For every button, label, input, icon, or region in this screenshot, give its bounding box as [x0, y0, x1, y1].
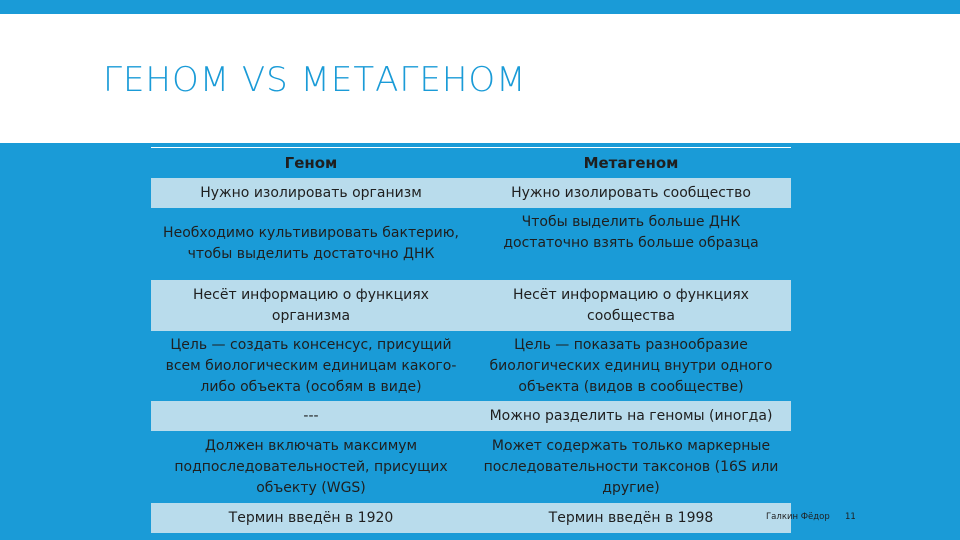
cell-metagenome: Нужно изолировать сообщество — [511, 184, 751, 201]
cell-metagenome: Можно разделить на геномы (иногда) — [489, 407, 773, 424]
table-row — [151, 208, 791, 280]
author-name: Галкин Фёдор — [766, 512, 830, 522]
cell-metagenome: Может содержать только маркерные последовательности таксонов (16S или другие) — [483, 437, 779, 496]
cell-genome: Термин введён в 1920 — [228, 509, 394, 526]
cell-genome: Нужно изолировать организм — [200, 184, 422, 201]
slide-title: ГЕНОМ VS МЕТАГЕНОМ — [103, 60, 527, 100]
header-genome: Геном — [284, 153, 338, 172]
cell-genome: --- — [303, 407, 319, 424]
cell-metagenome: Цель — показать разнообразие биологических единиц внутри одного объекта (видов в сообществе) — [489, 336, 773, 395]
table-row — [151, 331, 791, 401]
table-header-row — [151, 147, 791, 178]
cell-metagenome: Чтобы выделить больше ДНК достаточно взять больше образца — [503, 214, 759, 251]
cell-genome: Цель — создать консенсус, присущий всем биологическим единицам какого-либо объекта (особям в виде) — [165, 336, 457, 395]
table-row — [151, 431, 791, 503]
cell-metagenome: Термин введён в 1998 — [548, 509, 714, 526]
slide-number: 11 — [845, 512, 856, 522]
table-row — [151, 503, 791, 533]
cell-genome: Должен включать максимум подпоследовательностей, присущих объекту (WGS) — [174, 437, 448, 496]
cell-genome: Несёт информацию о функциях организма — [193, 286, 429, 324]
table-row — [151, 401, 791, 431]
comparison-table — [151, 147, 791, 533]
cell-genome: Необходимо культивировать бактерию, чтобы выделить достаточно ДНК — [163, 225, 459, 262]
table-row — [151, 178, 791, 208]
table-row — [151, 280, 791, 331]
cell-metagenome: Несёт информацию о функциях сообщества — [513, 286, 749, 324]
header-metagenome: Метагеном — [583, 153, 679, 172]
